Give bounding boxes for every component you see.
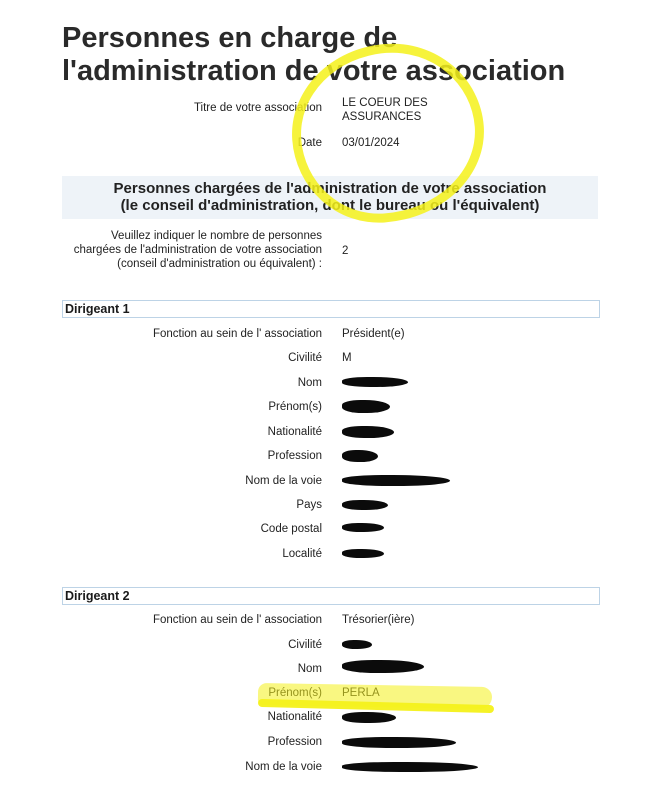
date-label: Date bbox=[297, 137, 322, 149]
d2-function-value: Trésorier(ière) bbox=[342, 614, 415, 626]
members-count-label-line-1: Veuillez indiquer le nombre de personnes bbox=[111, 230, 322, 242]
d1-profession-label: Profession bbox=[267, 450, 322, 462]
d2-profession-redaction bbox=[342, 737, 456, 748]
members-count-label-line-3: (conseil d'administration ou équivalent) : bbox=[117, 258, 322, 270]
d1-profession-redaction bbox=[342, 450, 378, 462]
d1-postcode-label: Code postal bbox=[260, 523, 322, 535]
members-count-label-line-2: chargées de l'administration de votre association bbox=[73, 244, 322, 256]
dirigeant-1-header: Dirigeant 1 bbox=[62, 300, 600, 318]
d1-nationality-redaction bbox=[342, 426, 394, 438]
page-title-line-2: l'administration de votre association bbox=[62, 55, 566, 87]
dirigeant-2-header: Dirigeant 2 bbox=[62, 587, 600, 605]
d2-street-redaction bbox=[342, 762, 478, 772]
d1-city-redaction bbox=[342, 549, 384, 558]
association-title-value-line-1: LE COEUR DES bbox=[342, 97, 428, 109]
d2-function-label: Fonction au sein de l' association bbox=[152, 614, 322, 626]
d1-street-label: Nom de la voie bbox=[245, 475, 322, 487]
d2-street-label: Nom de la voie bbox=[245, 761, 322, 773]
d1-function-label: Fonction au sein de l' association bbox=[152, 328, 322, 340]
d1-city-label: Localité bbox=[282, 548, 322, 560]
d2-profession-label: Profession bbox=[267, 736, 322, 748]
d2-nationality-redaction bbox=[342, 712, 396, 723]
section-heading-line-1: Personnes chargées de l'administration de votre association bbox=[113, 180, 547, 197]
members-count-value: 2 bbox=[342, 245, 349, 257]
d2-name-label: Nom bbox=[297, 663, 322, 675]
d1-postcode-redaction bbox=[342, 523, 384, 532]
d1-street-redaction bbox=[342, 475, 450, 486]
d2-civility-label: Civilité bbox=[288, 639, 322, 651]
d1-name-redaction bbox=[342, 377, 408, 387]
d2-name-redaction bbox=[342, 660, 424, 673]
d1-function-value: Président(e) bbox=[342, 328, 405, 340]
d1-country-redaction bbox=[342, 500, 388, 510]
date-value: 03/01/2024 bbox=[342, 137, 400, 149]
association-title-value-line-2: ASSURANCES bbox=[342, 111, 422, 123]
section-heading-line-2: (le conseil d'administration, dont le bureau ou l'équivalent) bbox=[120, 197, 540, 214]
d1-nationality-label: Nationalité bbox=[267, 426, 322, 438]
association-title-label: Titre de votre association bbox=[193, 102, 322, 114]
d1-firstname-redaction bbox=[342, 400, 390, 413]
d1-firstname-label: Prénom(s) bbox=[268, 401, 322, 413]
d1-name-label: Nom bbox=[297, 377, 322, 389]
d1-civility-value: M bbox=[342, 352, 352, 364]
d1-civility-label: Civilité bbox=[288, 352, 322, 364]
d2-civility-redaction bbox=[342, 640, 372, 649]
d1-country-label: Pays bbox=[296, 499, 322, 511]
d2-nationality-label: Nationalité bbox=[267, 711, 322, 723]
page-title-line-1: Personnes en charge de bbox=[62, 22, 398, 54]
members-count-label bbox=[74, 229, 322, 271]
